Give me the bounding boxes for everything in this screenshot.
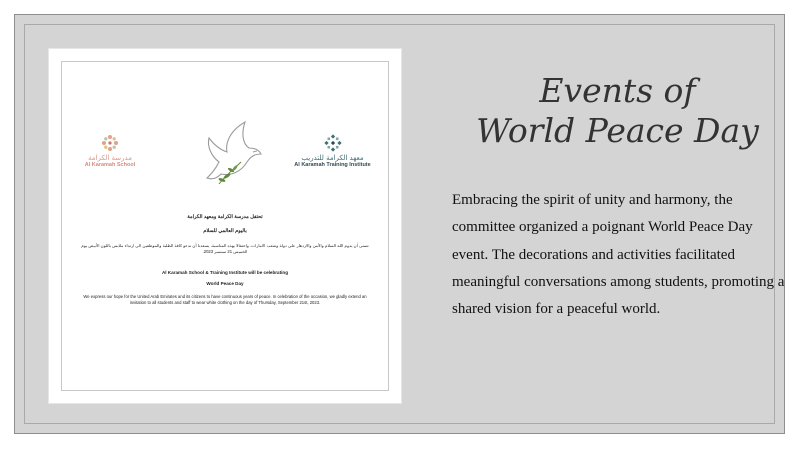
logo-left-arabic: مدرسة الكرامة	[88, 154, 132, 162]
dove-with-olive-branch-icon	[197, 118, 267, 190]
slide-heading	[455, 71, 780, 151]
english-title: Al Karamah School & Training Institute will be celebrating	[161, 270, 289, 275]
logo-right-arabic: معهد الكرامة للتدريب	[301, 154, 364, 162]
pattern-logo-icon	[324, 134, 342, 152]
document-image	[49, 49, 401, 403]
logo-left-english: Al Karamah School	[84, 162, 136, 168]
document-page	[61, 61, 389, 391]
heading-line-1: Events of	[539, 71, 696, 110]
al-karamah-school-logo	[70, 134, 150, 169]
slide-body-text: Embracing the spirit of unity and harmony, the committee organized a poignant World Peace Day event. The decorations and activities facilitated meaningful conversations among students, promoting a shared vision for a peaceful world.	[452, 192, 785, 318]
english-body: We express our hope for the United Arab Emirates and its citizens to have continuous years of peace. In celebration of the occasion, we gladly extend an invitation to all students and staff to wear white clothing on the day of Thursday, September 21st, 2023.	[83, 294, 367, 305]
flower-logo-icon	[101, 134, 119, 152]
heading-line-2: World Peace Day	[476, 111, 759, 150]
slide	[14, 14, 785, 434]
al-karamah-training-institute-logo	[285, 134, 380, 169]
arabic-title: تحتفل مدرسة الكرامة ومعهد الكرامة	[187, 214, 263, 220]
english-subtitle: World Peace Day	[206, 281, 244, 286]
arabic-subtitle: باليوم العالمي للسلام	[203, 228, 247, 234]
arabic-body: تتمنى أن يدوم الله السلام والأمن والازدهار على دولة وشعب الامارات. واحتفالا بهذه المناسبة، يسعدنا أن ندعو كافة الطلبة والموظفين الى ارتداء ملابس باللون الأبيض يوم الخميس 21 سبتمبر 2023.	[81, 243, 369, 254]
logo-right-english: Al Karamah Training Institute	[294, 162, 371, 168]
